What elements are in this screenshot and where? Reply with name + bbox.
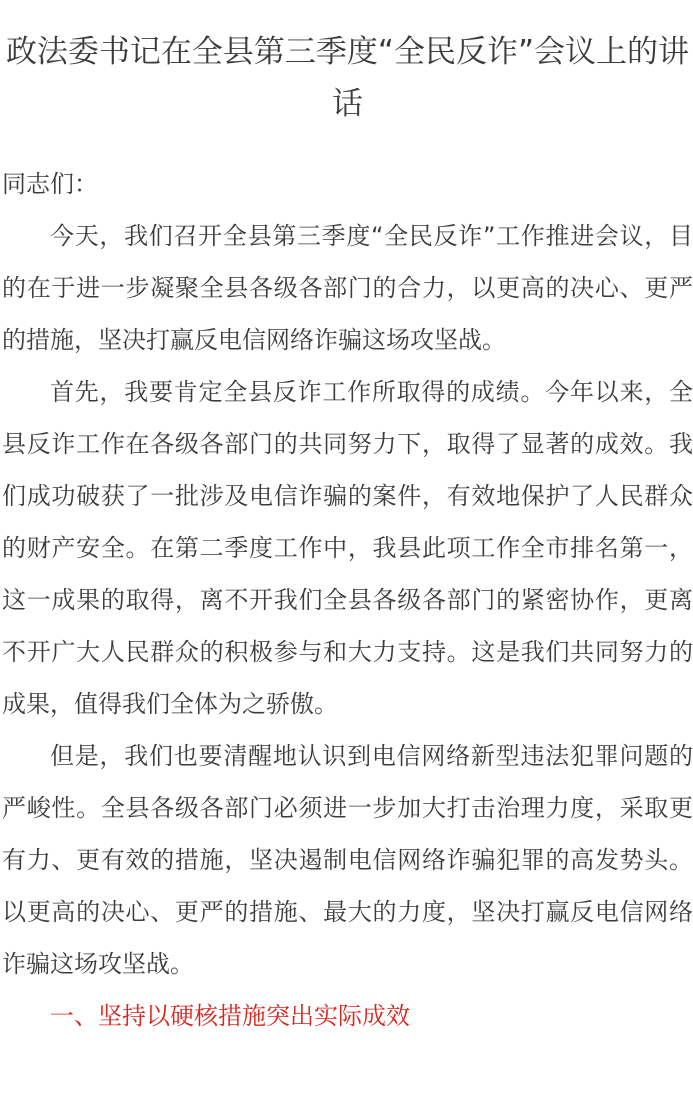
document-body — [2, 158, 693, 1042]
paragraph-challenges: 但是，我们也要清醒地认识到电信网络新型违法犯罪问题的严峻性。全县各级各部门必须进一步加大打击治理力度，采取更有力、更有效的措施，坚决遏制电信网络诈骗犯罪的高发势头。以更高的决心、更严的措施、最大的力度，坚决打赢反电信网络诈骗这场攻坚战。 — [2, 742, 693, 978]
section-heading: 一、坚持以硬核措施突出实际成效 — [50, 1002, 410, 1030]
document-title: 政法委书记在全县第三季度“全民反诈”会议上的讲话 — [5, 34, 690, 122]
paragraph-opening: 今天，我们召开全县第三季度“全民反诈”工作推进会议，目的在于进一步凝聚全县各级各部门的合力，以更高的决心、更严的措施，坚决打赢反电信网络诈骗这场攻坚战。 — [2, 222, 693, 354]
paragraph-achievements: 首先，我要肯定全县反诈工作所取得的成绩。今年以来，全县反诈工作在各级各部门的共同努力下，取得了显著的成效。我们成功破获了一批涉及电信诈骗的案件，有效地保护了人民群众的财产安全。在第二季度工作中，我县此项工作全市排名第一，这一成果的取得，离不开我们全县各级各部门的紧密协作，更离不开广大人民群众的积极参与和大力支持。这是我们共同努力的成果，值得我们全体为之骄傲。 — [2, 378, 693, 718]
salutation: 同志们： — [2, 170, 98, 198]
